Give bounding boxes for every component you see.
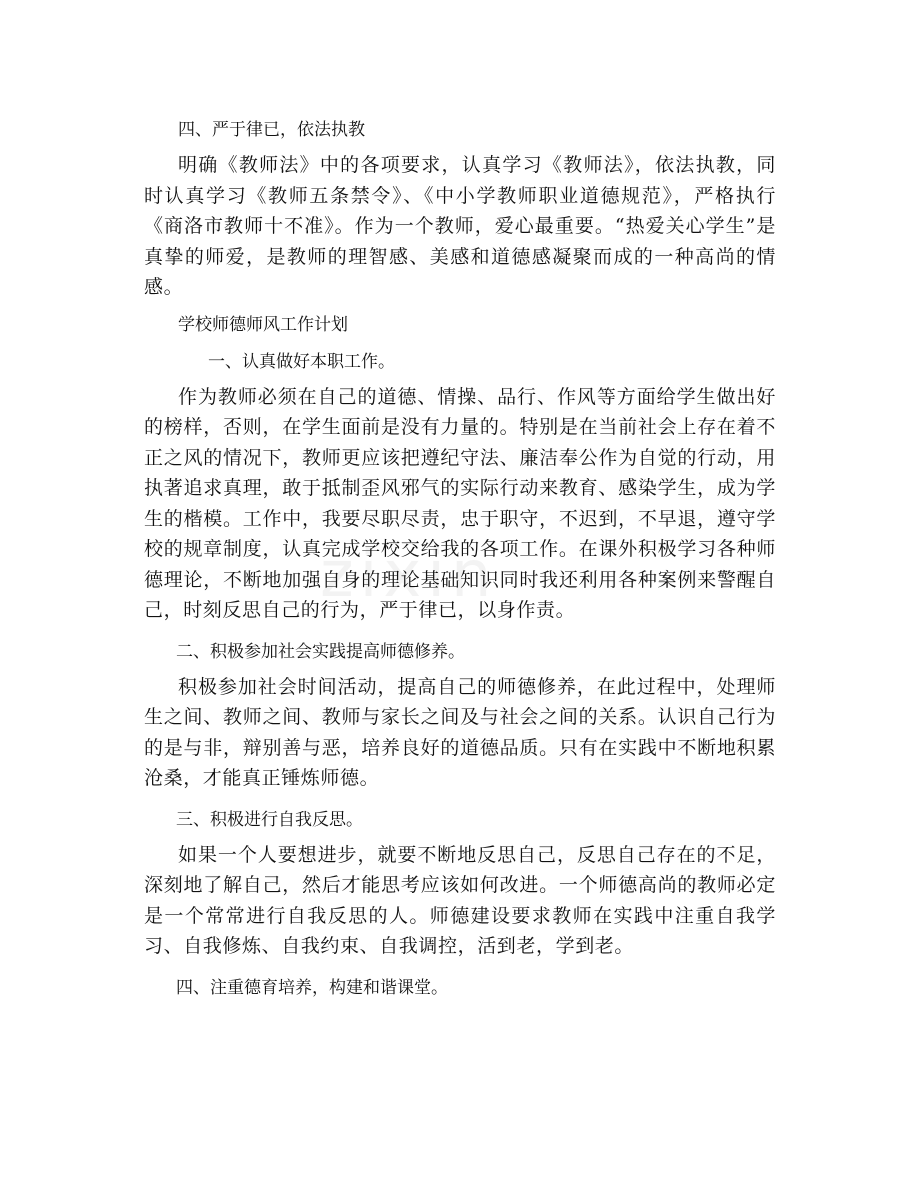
- section-heading-4b: 四、注重德育培养，构建和谐课堂。: [176, 977, 448, 998]
- paragraph-social-practice: 积极参加社会时间活动，提高自己的师德修养，在此过程中，处理师生之间、教师之间、教师与家长之间及与社会之间的关系。认识自己行为的是与非，辩别善与恶，培养良好的道德品质。只有在实践中不断地积累沧桑，才能真正锤炼师德。: [144, 675, 776, 789]
- paragraph-self-reflection: 如果一个人要想进步，就要不断地反思自己，反思自己存在的不足，深刻地了解自己，然后才能思考应该如何改进。一个师德高尚的教师必定是一个常常进行自我反思的人。师德建设要求教师在实践中注重自我学习、自我修炼、自我约束、自我调控，活到老，学到老。: [144, 843, 776, 957]
- section-heading-2: 二、积极参加社会实践提高师德修养。: [176, 641, 465, 662]
- document-title: 学校师德师风工作计划: [178, 314, 348, 335]
- paragraph-duty: 作为教师必须在自己的道德、情操、品行、作风等方面给学生做出好的榜样，否则，在学生面前是没有力量的。特别是在当前社会上存在着不正之风的情况下，教师更应该把遵纪守法、廉洁奉公作为自觉的行动，用执著追求真理，敢于抵制歪风邪气的实际行动来教育、感染学生，成为学生的楷模。工作中，我要尽职尽责，忠于职守，不迟到，不早退，遵守学校的规章制度，认真完成学校交给我的各项工作。在课外积极学习各种师德理论，不断地加强自身的理论基础知识同时我还利用各种案例来警醒自己，时刻反思自己的行为，严于律已，以身作责。: [144, 385, 776, 621]
- section-heading-1: 一、认真做好本职工作。: [208, 351, 395, 372]
- watermark: zixin: [320, 538, 498, 612]
- section-heading-4: 四、严于律已，依法执教: [178, 120, 365, 140]
- section-heading-3: 三、积极进行自我反思。: [176, 809, 363, 830]
- paragraph-teacher-law: 明确《教师法》中的各项要求，认真学习《教师法》，依法执教，同时认真学习《教师五条禁令》、《中小学教师职业道德规范》，严格执行《商洛市教师十不准》。作为一个教师，爱心最重要。“热爱关心学生”是真挚的师爱，是教师的理智感、美感和道德感凝聚而成的一种高尚的情感。: [144, 154, 776, 298]
- document-body: [144, 116, 776, 1003]
